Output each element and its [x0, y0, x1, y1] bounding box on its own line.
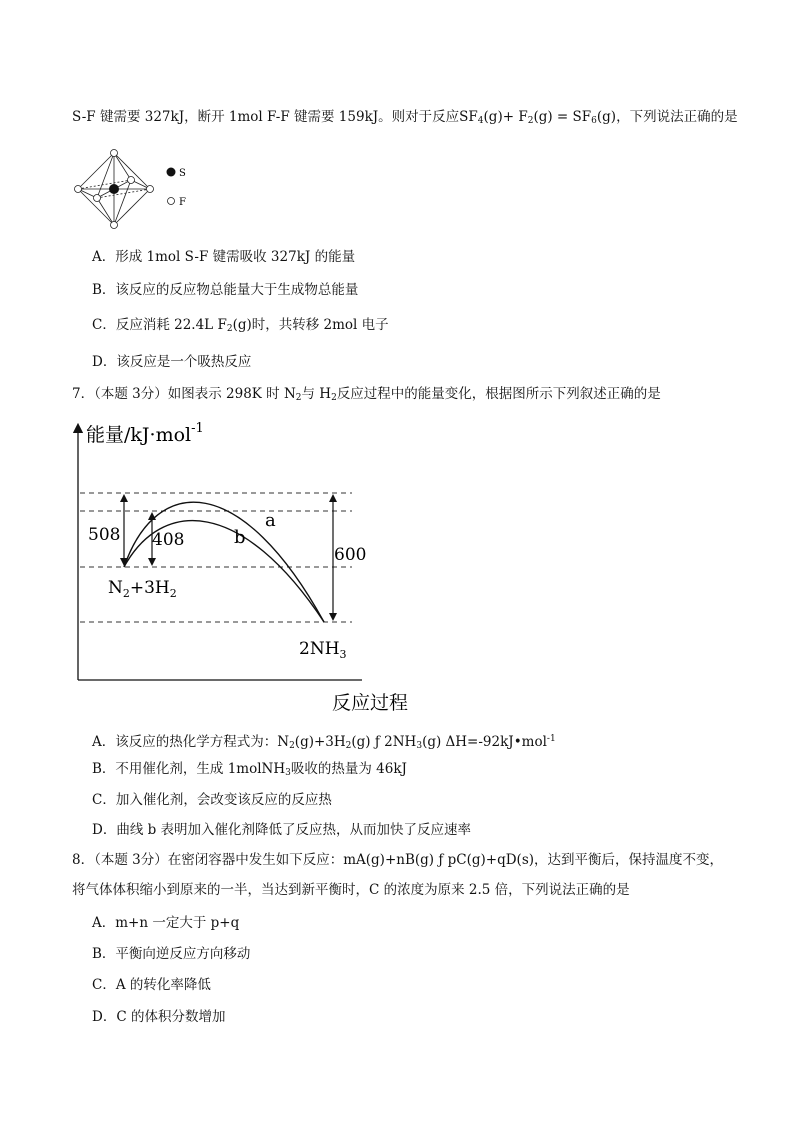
q7-option-a-sub: 2 — [345, 741, 352, 751]
bond-edge — [114, 153, 131, 180]
q6-option-c-f: F — [217, 317, 227, 333]
annotation-508: 508 — [88, 525, 121, 545]
q6-r1: SF — [459, 109, 478, 125]
curve-a-label: a — [265, 510, 276, 531]
sf6-molecule-diagram — [72, 145, 202, 235]
q7-option-a-text: A．该反应的热化学方程式为：N — [92, 734, 290, 750]
q6-r1-state: (g) — [483, 109, 503, 125]
reactants-label: $N_2+3H_2$ — [108, 578, 177, 600]
bond-edge — [114, 189, 150, 225]
q8-stem-line-2: 将气体体积缩小到原来的一半，当达到新平衡时，C 的浓度为原来 2.5 倍，下列说法正确的是 — [72, 882, 630, 898]
y-axis-label: 能量/kJ·mol$^{-1}$ — [86, 421, 204, 446]
curve-a — [124, 502, 324, 622]
q6-p1-state: (g) — [596, 109, 617, 125]
annotation-600: 600 — [334, 545, 367, 565]
q7-stem-sub: 2 — [295, 393, 302, 403]
q6-stem — [72, 107, 738, 131]
q7-option-b-text: B．不用催化剂，生成 1molNH — [92, 761, 286, 777]
q6-eq: = — [556, 109, 569, 125]
legend-f-dot — [168, 198, 175, 205]
s-atom — [109, 184, 119, 194]
legend-f-label: F — [179, 197, 186, 208]
legend-s-dot — [167, 168, 176, 177]
q7-option-b-sub: 3 — [285, 768, 291, 778]
q6-option-a[interactable]: A．形成 1mol S-F 键需吸收 327kJ 的能量 — [92, 249, 356, 265]
annotation-408: 408 — [152, 530, 185, 550]
q7-option-a-sub: 3 — [416, 741, 423, 751]
q6-option-d[interactable]: D．该反应是一个吸热反应 — [92, 354, 252, 370]
q6-p1: SF — [572, 109, 592, 125]
q7-option-a-text: (g) ΔH=-92kJ•mol — [422, 734, 547, 750]
q6-option-c-text: C．反应消耗 22.4L — [92, 317, 214, 333]
q6-option-c[interactable] — [92, 315, 389, 339]
q7-option-a-text: (g) ƒ 2NH — [351, 734, 417, 750]
f-atom — [111, 222, 118, 229]
f-atom — [94, 195, 101, 202]
q7-option-b-text: 吸收的热量为 46kJ — [290, 761, 407, 777]
q8-option-c[interactable]: C．A 的转化率降低 — [92, 977, 211, 993]
q7-option-b[interactable] — [92, 759, 407, 783]
curve-b-label: b — [234, 527, 246, 548]
f-atom — [111, 150, 118, 157]
x-axis-label: 反应过程 — [332, 692, 409, 714]
q7-stem-sub: 2 — [331, 393, 337, 403]
q6-p1-sub: 6 — [591, 116, 597, 126]
q6-option-c-state: (g) — [232, 317, 252, 333]
q7-option-c[interactable]: C．加入催化剂，会改变该反应的反应热 — [92, 792, 332, 808]
q6-r2-state: (g) — [533, 109, 553, 125]
q7-option-a-sub: 2 — [289, 741, 295, 751]
q7-stem-text: 7．（本题 3分）如图表示 298K 时 N — [72, 386, 296, 402]
energy-profile-chart — [62, 418, 442, 718]
q6-option-b[interactable]: B．该反应的反应物总能量大于生成物总能量 — [92, 282, 359, 298]
legend-s-label: S — [179, 168, 186, 179]
q7-option-a-sup: -1 — [546, 734, 556, 744]
q6-stem-text: S-F 键需要 327kJ，断开 1mol F-F 键需要 159kJ。则对于反应 — [72, 109, 460, 125]
f-atom — [75, 186, 82, 193]
q6-r2-sub: 2 — [527, 116, 534, 126]
q7-stem — [72, 384, 661, 408]
q7-option-a-text: (g)+3H — [294, 734, 346, 750]
q8-option-b[interactable]: B．平衡向逆反应方向移动 — [92, 946, 251, 962]
f-atom — [147, 186, 154, 193]
q7-option-a[interactable] — [92, 729, 556, 756]
bond-edge — [97, 198, 114, 225]
q6-r2: F — [518, 109, 528, 125]
q7-stem-text: 反应过程中的能量变化，根据图所示下列叙述正确的是 — [336, 386, 661, 402]
q7-stem-text: 与 H — [301, 386, 332, 402]
q8-option-a[interactable]: A．m+n 一定大于 p+q — [92, 915, 240, 931]
q6-r1-sub: 4 — [477, 116, 484, 126]
q6-option-c-fsub: 2 — [226, 324, 233, 334]
q6-option-c-tail: 时，共转移 2mol 电子 — [251, 317, 389, 333]
products-label: $2NH_3$ — [299, 639, 347, 661]
f-atom — [128, 177, 135, 184]
q6-plus: + — [502, 109, 515, 125]
q6-stem-tail: ，下列说法正确的是 — [616, 109, 738, 125]
q8-stem-line-1: 8．（本题 3分）在密闭容器中发生如下反应：mA(g)+nB(g) ƒ pC(g)+qD(s)，达到平衡后，保持温度不变， — [72, 852, 724, 868]
q8-option-d[interactable]: D．C 的体积分数增加 — [92, 1009, 226, 1025]
q7-option-d[interactable]: D．曲线 b 表明加入催化剂降低了反应热，从而加快了反应速率 — [92, 822, 472, 838]
bond-edge — [78, 153, 114, 189]
